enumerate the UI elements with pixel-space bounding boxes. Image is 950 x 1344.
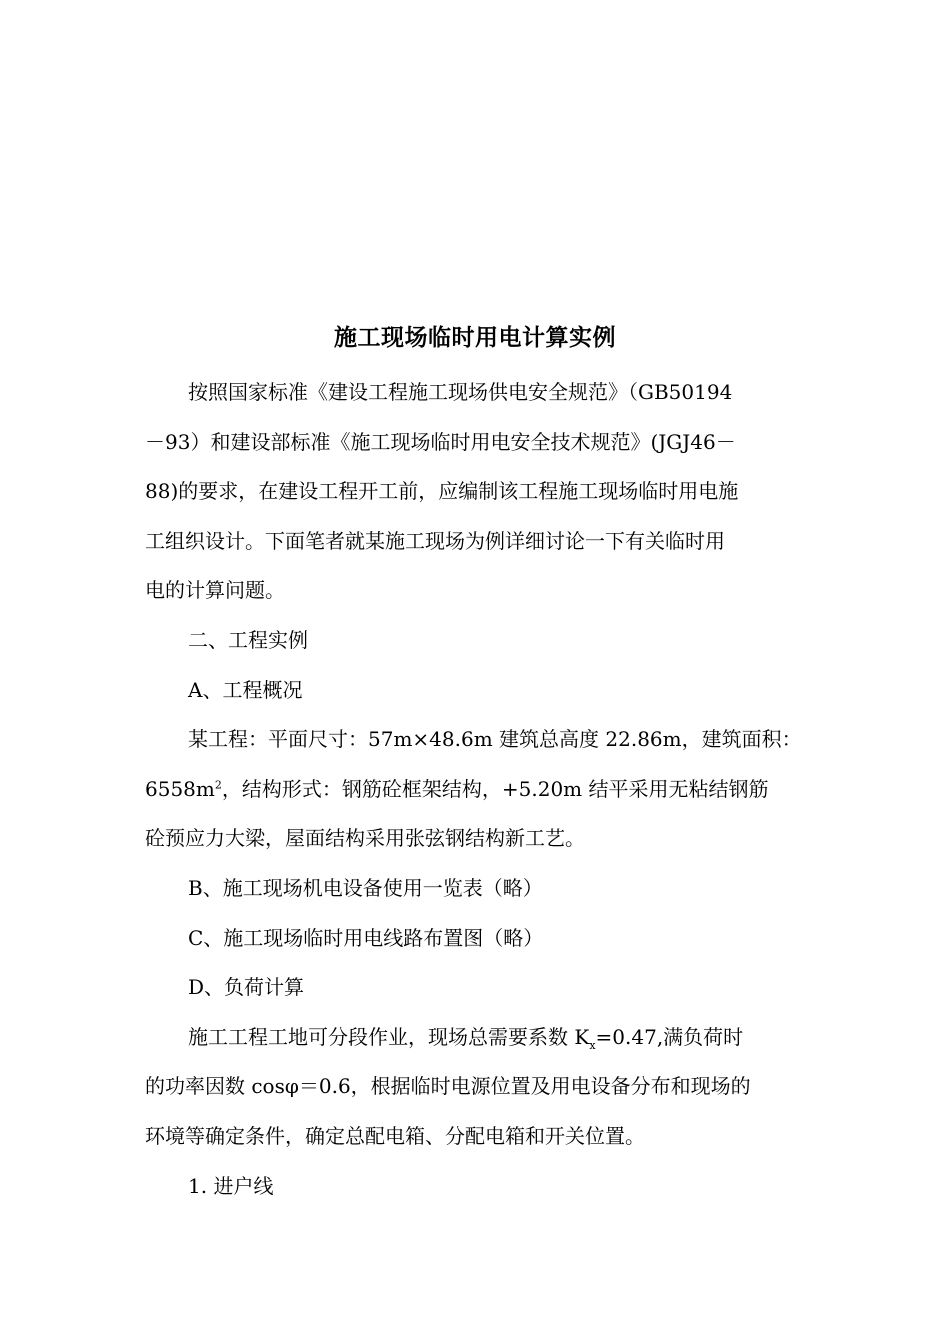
intro-line: 电的计算问题。 [145, 578, 285, 603]
intro-line: 88)的要求，在建设工程开工前，应编制该工程施工现场临时用电施 [145, 479, 739, 504]
section-heading-a: A、工程概况 [188, 677, 303, 702]
demand-factor-subscript: x [589, 1038, 596, 1052]
section-heading-d: D、负荷计算 [188, 975, 305, 1000]
document-body [145, 368, 810, 1211]
area-unit-superscript: 2 [214, 778, 222, 792]
intro-line: 工组织设计。下面笔者就某施工现场为例详细讨论一下有关临时用 [145, 528, 725, 553]
load-line: 的功率因数 cosφ＝0.6，根据临时电源位置及用电设备分布和现场的 [145, 1074, 751, 1099]
overview-line: 砼预应力大梁，屋面结构采用张弦钢结构新工艺。 [145, 826, 585, 851]
intro-line: 按照国家标准《建设工程施工现场供电安全规范》（GB50194 [188, 380, 733, 404]
overview-line: 某工程：平面尺寸：57m×48.6m 建筑总高度 22.86m，建筑面积： [188, 727, 802, 752]
load-line [145, 1013, 810, 1063]
area-value: 6558m [145, 776, 215, 801]
section-heading-c: C、施工现场临时用电线路布置图（略） [188, 925, 544, 950]
load-text: 施工工程工地可分段作业，现场总需要系数 K [188, 1024, 590, 1049]
document-title: 施工现场临时用电计算实例 [334, 324, 616, 351]
intro-line: －93）和建设部标准《施工现场临时用电安全技术规范》(JGJ46－ [145, 429, 736, 454]
numbered-item-1: 1. 进户线 [188, 1173, 274, 1198]
overview-line [145, 765, 810, 815]
section-heading-b: B、施工现场机电设备使用一览表（略） [188, 875, 543, 900]
load-line: 环境等确定条件，确定总配电箱、分配电箱和开关位置。 [145, 1123, 645, 1148]
overview-text: ，结构形式：钢筋砼框架结构，+5.20m 结平采用无粘结钢筋 [221, 776, 769, 801]
load-text: =0.47,满负荷时 [595, 1024, 744, 1049]
section-heading-2: 二、工程实例 [188, 627, 308, 652]
